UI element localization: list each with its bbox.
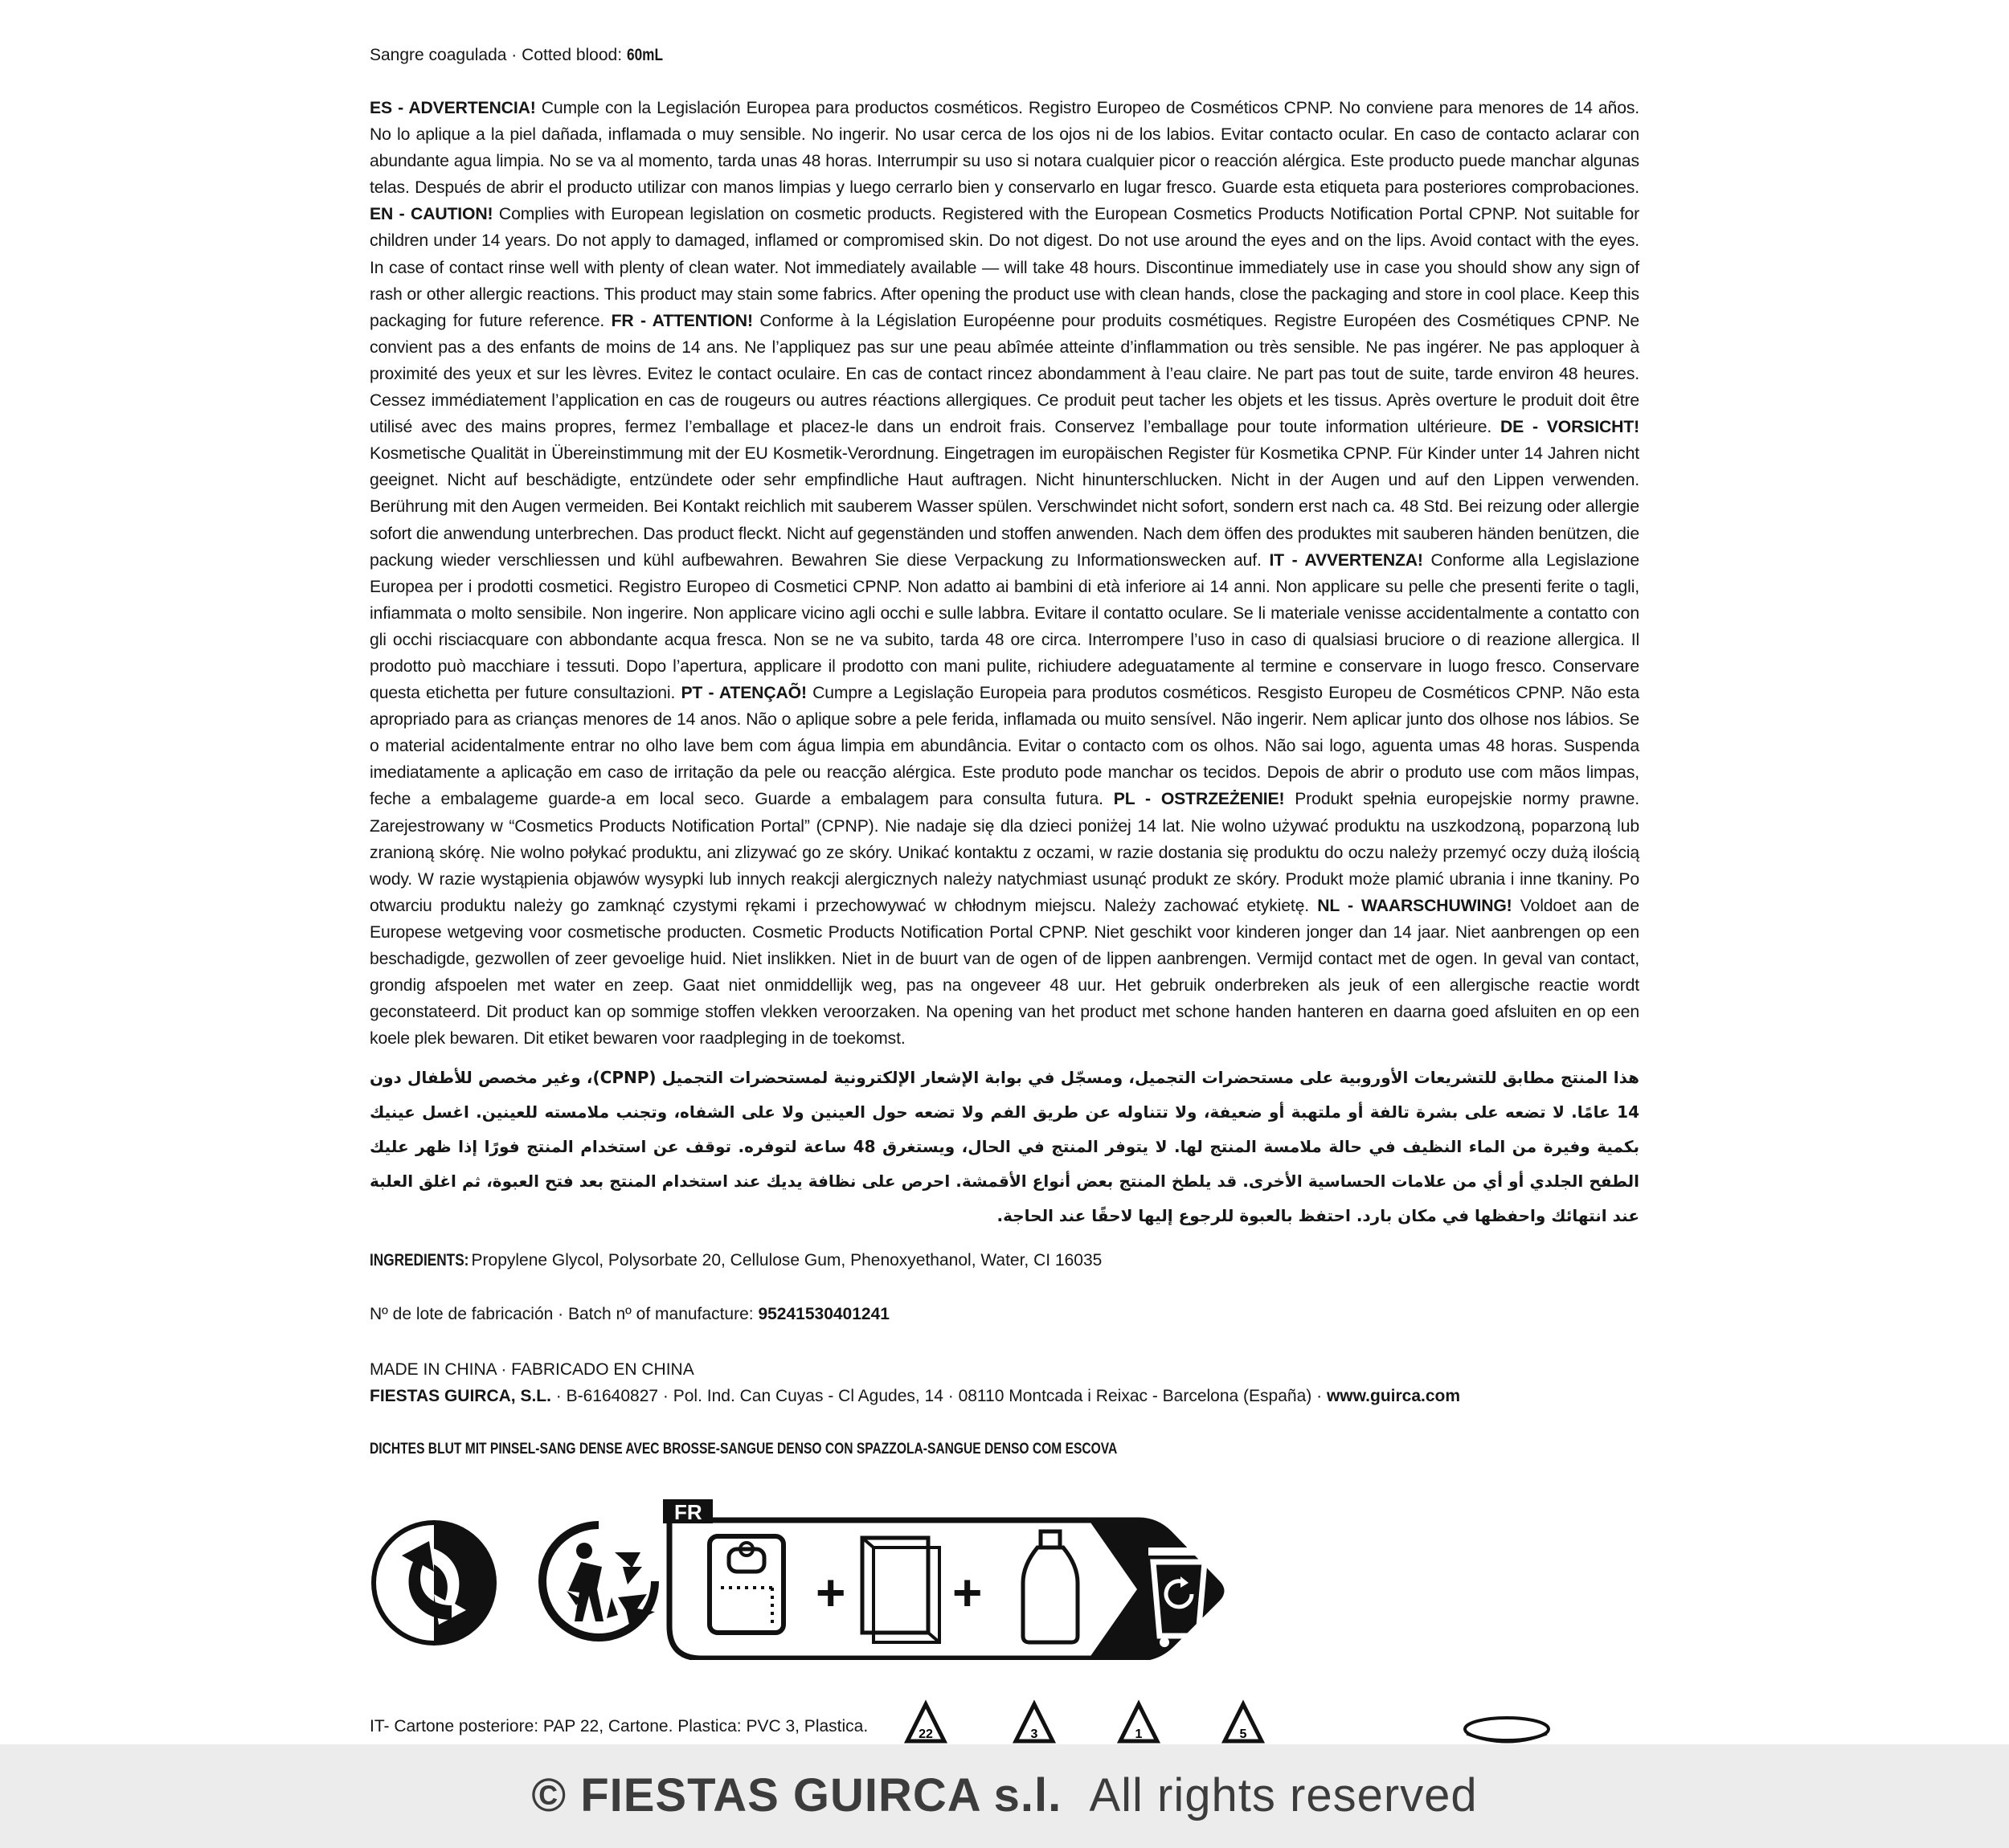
warning-heading-it: IT - AVVERTENZA! xyxy=(1269,550,1423,570)
recycle-code-2: 3 xyxy=(1030,1727,1038,1741)
company-website: www.guirca.com xyxy=(1326,1387,1461,1405)
company-line xyxy=(370,1386,1639,1407)
warning-text-en: Complies with European legislation on cosmetic products. Registered with the European Cosmetics Products Notification Portal CPNP. Not suitable for children under 14 years. Do not apply to damaged, inflamed or compromised skin. Do not digest. Do not use around the eyes and on the lips. Avoid contact with the eyes. In case of contact rinse well with plenty of clean water. Not immediately available — will take 48 hours. Discontinue immediately use in case you should show any sign of rash or other allergic reactions. This product may stain some fabrics. After opening the product use with clean hands, close the packaging and store in cool place. Keep this packaging for future reference. xyxy=(370,205,1639,330)
recycle-triangle-icon xyxy=(1117,1699,1161,1748)
warning-text-it: Conforme alla Legislazione Europea per i prodotti cosmetici. Registro Europeo di Cosmetici CPNP. Non adatto ai bambini di età inferiore ai 14 anni. Non applicare su pelle che presenti ferite o tagli, infiammata o molto sensibile. Non ingerire. Non applicare vicino agli occhi e sulle labbra. Evitare il contatto oculare. Se li materiale venisse accidentalmente a contatto con gli occhi risciacquare con abbondante acqua fresca. Non se ne va subito, tarda 48 ore circa. Interrompere l’uso in caso di qualsiasi bruciore o di reazione allergica. Il prodotto può macchiare i tessuti. Dopo l’apertura, applicare il prodotto con mani pulite, richiudere adeguatamente al termine e conservare in luogo fresco. Conservare questa etichetta per future consultazioni. xyxy=(370,550,1639,703)
warning-text-de: Kosmetische Qualität in Übereinstimmung mit der EU Kosmetik-Verordnung. Eingetragen im europäischen Register für Kosmetika CPNP. Für Kinder unter 14 Jahren nicht geeignet. Nicht auf beschädigte, entzündete oder sehr empfindliche Haut auftragen. Nicht hinunterschlucken. Nicht in der Augen und auf den Lippen verwenden. Berührung mit den Augen vermeiden. Bei Kontakt reichlich mit sauberem Wasser spülen. Verschwindet nicht sofort, sondern erst nach ca. 48 Std. Bei reizung oder allergie sofort die anwendung unterbrechen. Das product fleckt. Nicht auf gegenständen und stoffen anwenden. Nach dem öffen des produktes mit sauberen händen benützen, die packung wieder verschliessen und kühl aufbewahren. Bewahren Sie diese Verpackung zu Informationswecken auf. xyxy=(370,444,1639,570)
warning-heading-pl: PL - OSTRZEŻENIE! xyxy=(1113,790,1285,809)
warning-text-pt: Cumpre a Legislação Europeia para produtos cosméticos. Resgisto Europeu de Cosméticos CPNP. Não esta apropriado para as crianças menores de 14 anos. Não o aplique sobre a pele ferida, inflamada ou muito sensível. Não ingerir. Nem aplicar junto dos olhose nos lábios. Se o material acidentalmente entrar no olho lave bem com água limpia em abundância. Evitar o contacto com os olhos. Não sai logo, aguenta umas 48 horas. Suspenda imediatamente a aplicação em caso de irritação da pele ou reacção alérgica. Este produto pode manchar os tecidos. Depois de abrir o produto use com mãos limpas, feche a embalageme guarde-a em local seco. Guarde a embalagem para consulta futura. xyxy=(370,684,1639,809)
recycle-code-4: 5 xyxy=(1239,1727,1247,1741)
company-name: FIESTAS GUIRCA, S.L. xyxy=(370,1387,551,1405)
recycle-triangle-icon xyxy=(1013,1699,1057,1748)
warning-text-nl: Voldoet aan de Europese wetgeving voor cosmetische producten. Cosmetic Products Notification Portal CPNP. Niet geschikt voor kinderen jonger dan 14 jaar. Niet aanbrengen op een beschadigde, gezwollen of zeer gevoelige huid. Niet inslikken. Niet in de buurt van de ogen of de lippen aanbrengen. Vermijd contact met de ogen. In geval van contact, grondig afspoelen met water en zeep. Gaat niet onmiddellijk weg, pas na ongeveer 48 uur. Het gebruik onderbreken als jeuk of een allergische reactie wordt geconstateerd. Dit product kan op sommige stoffen vlekken veroorzaken. Na opening van het product met schone handen hanteren en daarna goed afsluiten en op een koele plek bewaren. Dit etiket bewaren voor raadpleging in de toekomst. xyxy=(370,896,1639,1049)
triman-info-icon xyxy=(663,1499,1262,1660)
copyright-text xyxy=(531,1768,1477,1822)
tidyman-recycle-icon xyxy=(534,1517,663,1646)
rights-notice: All rights reserved xyxy=(1089,1769,1478,1821)
warning-heading-nl: NL - WAARSCHUWING! xyxy=(1317,896,1512,915)
batch-number: 95241530401241 xyxy=(758,1305,890,1323)
multilingual-warnings xyxy=(370,95,1639,1052)
batch-line xyxy=(370,1304,1639,1325)
product-volume-line xyxy=(370,45,1639,66)
warning-text-fr: Conforme à la Législation Européenne pour produits cosmétiques. Registre Européen des Cosmétiques CPNP. Ne convient pas a des enfants de moins de 14 ans. Ne l’appliquez pas sur une peau abîmée atteinte d’inflammation ou très sensible. Ne pas ingérer. Ne pas apploquer à proximité des yeux et sur les lèvres. Evitez le contact oculaire. En cas de contact rincez abondamment à l’eau claire. Ne part pas tout de suite, tarde environ 48 heures. Cessez immédiatement l’application en cas de rougeurs ou autres réactions allergiques. Ce produit peut tacher les objets et les tissus. Après overture le produit doit être utilisé avec des mains propres, fermez l’emballage et placez-le dans un endroit frais. Conservez l’emballage pour toute information ultérieure. xyxy=(370,311,1639,437)
batch-label: Nº de lote de fabricación · Batch nº of manufacture: xyxy=(370,1305,759,1323)
warning-text-es: Cumple con la Legislación Europea para productos cosméticos. Registro Europeo de Cosméticos CPNP. No conviene para menores de 14 años. No lo aplique a la piel dañada, inflamada o muy sensible. No ingerir. No usar cerca de los ojos ni de los labios. Evitar contacto ocular. En caso de contacto aclarar con abundante agua limpia. No se va al momento, tarda unas 48 horas. Interrumpir su uso si notara cualquier picor o reacción alérgica. Este producto puede manchar algunas telas. Después de abrir el producto utilizar con manos limpias y luego cerrarlo bien y conservarlo en lugar fresco. Guarde esta etiqueta para posteriores comprobaciones. xyxy=(370,99,1640,198)
green-dot-icon xyxy=(370,1519,498,1647)
warning-heading-pt: PT - ATENÇAÕ! xyxy=(681,684,807,703)
company-address: · B-61640827 · Pol. Ind. Can Cuyas - Cl Agudes, 14 · 08110 Montcada i Reixac - Barcelona (España) · xyxy=(550,1387,1327,1405)
ingredients-label: INGREDIENTS: xyxy=(370,1251,469,1269)
copyright-footer xyxy=(0,1744,2009,1848)
copyright-owner: © FIESTAS GUIRCA s.l. xyxy=(531,1769,1062,1821)
warning-heading-en: EN - CAUTION! xyxy=(370,205,493,224)
triman-country-label: FR xyxy=(674,1500,702,1524)
arabic-warning: هذا المنتج مطابق للتشريعات الأوروبية على مستحضرات التجميل، ومسجّل في بوابة الإشعار الإلكترونية لمستحضرات التجميل (CPNP)، وغير مخصص للأطفال دون 14 عامًا. لا تضعه على بشرة تالفة أو ملتهبة أو ضعيفة، ولا تتناوله عن طريق الفم ولا تضعه حول العينين ولا على الشفاه، وتجنب ملامسته للعينين. اغسل عينيك بكمية وفيرة من الماء النظيف في حالة ملامسة المنتج لها. لا يتوفر المنتج في الحال، ويستغرق 48 ساعة لتوفره. توقف عن استخدام المنتج فورًا إذا ظهر عليك الطفح الجلدي أو أي من علامات الحساسية الأخرى. قد يلطخ المنتج بعض أنواع الأقمشة. احرص على نظافة يديك عند استخدام المنتج بعد فتح العبوة، ثم اغلق العلبة عند انتهائك واحفظها في مكان بارد. احتفظ بالعبوة للرجوع إليها لاحقًا عند الحاجة. xyxy=(370,1068,1640,1225)
ingredients-line xyxy=(370,1250,1639,1271)
ingredients-list: Propylene Glycol, Polysorbate 20, Cellulose Gum, Phenoxyethanol, Water, CI 16035 xyxy=(471,1251,1103,1269)
warning-heading-fr: FR - ATTENTION! xyxy=(611,311,753,330)
product-name: Sangre coagulada · Cotted blood: xyxy=(370,46,627,64)
product-volume: 60mL xyxy=(626,46,663,64)
recycle-triangle-icon xyxy=(1221,1699,1266,1748)
plus-sign-1: + xyxy=(816,1564,846,1621)
made-in-line: MADE IN CHINA · FABRICADO EN CHINA xyxy=(370,1360,694,1379)
plus-sign-2: + xyxy=(952,1564,983,1621)
warning-heading-es: ES - ADVERTENCIA! xyxy=(370,99,536,117)
recycle-triangle-icon xyxy=(904,1699,948,1748)
product-names: DICHTES BLUT MIT PINSEL-SANG DENSE AVEC BROSSE-SANGUE DENSO CON SPAZZOLA-SANGUE DENSO COM ESCOVA xyxy=(370,1440,1118,1458)
warning-heading-de: DE - VORSICHT! xyxy=(1500,418,1639,437)
product-names-line xyxy=(370,1440,1639,1458)
warning-text-pl: Produkt spełnia europejskie normy prawne. Zarejestrowany w “Cosmetics Products Notification Portal” (CPNP). Nie nadaje się dla dzieci poniżej 14 lat. Nie wolno używać produktu na uszkodzoną, poparzoną lub zranioną skórę. Nie wolno połykać produktu, ani zlizywać go ze skóry. Unikać kontaktu z oczami, w razie dostania się produktu do oczu należy przemyć oczy dużą ilością wody. W razie wystąpienia objawów wysypki lub innych reakcji alergicznych należy natychmiast usunąć produkt ze skóry. Produkt może plamić ubrania i inne tkaniny. Po otwarciu produktu należy go zamknąć czystymi rękami i przechowywać w chłodnym miejscu. Należy zachować etykietę. xyxy=(370,790,1639,915)
recycle-code-3: 1 xyxy=(1135,1727,1143,1741)
recycle-code-1: 22 xyxy=(919,1727,933,1741)
recycling-materials-line: IT- Cartone posteriore: PAP 22, Cartone. Plastica: PVC 3, Plastica. xyxy=(370,1717,869,1736)
